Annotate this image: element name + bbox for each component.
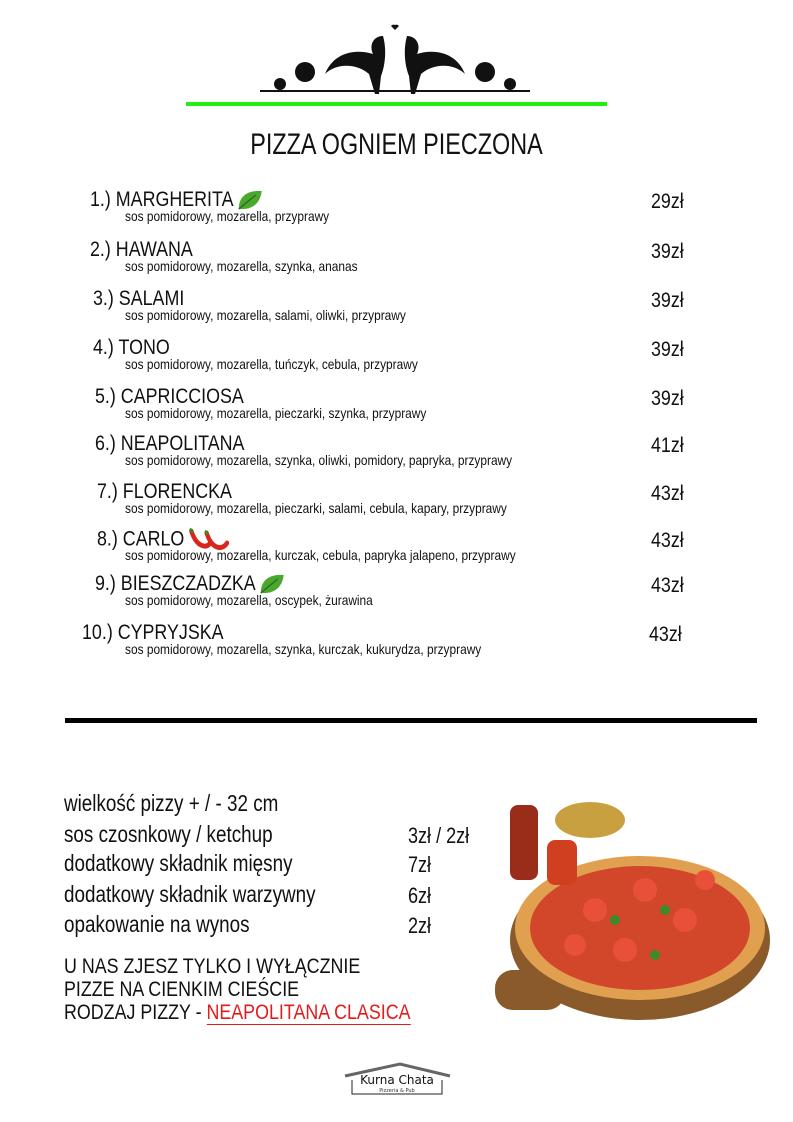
extra-price: 7zł bbox=[408, 852, 432, 877]
kurna-chata-logo bbox=[340, 1062, 455, 1098]
item-price: 43zł bbox=[651, 482, 684, 505]
item-description: sos pomidorowy, mozarella, salami, oliwki, przyprawy bbox=[125, 307, 406, 323]
item-description: sos pomidorowy, mozarella, pieczarki, salami, cebula, kapary, przyprawy bbox=[125, 500, 507, 516]
menu-item bbox=[0, 385, 793, 431]
item-number: 7.) bbox=[97, 480, 118, 503]
menu-item bbox=[0, 188, 793, 234]
extra-price: 3zł / 2zł bbox=[408, 823, 470, 848]
item-name: FLORENCKA bbox=[122, 480, 232, 503]
menu-item bbox=[0, 238, 793, 284]
item-price: 41zł bbox=[651, 434, 684, 457]
item-name: HAWANA bbox=[115, 238, 193, 261]
item-name: NEAPOLITANA bbox=[120, 432, 245, 455]
section-title: PIZZA OGNIEM PIECZONA bbox=[250, 128, 543, 161]
item-description: sos pomidorowy, mozarella, szynka, ananas bbox=[125, 258, 358, 274]
item-price: 39zł bbox=[651, 387, 684, 410]
extra-label: wielkość pizzy + / - 32 cm bbox=[64, 790, 279, 816]
menu-item bbox=[0, 527, 793, 573]
black-divider bbox=[65, 718, 757, 723]
item-description: sos pomidorowy, mozarella, przyprawy bbox=[125, 208, 330, 224]
item-number: 5.) bbox=[95, 385, 116, 408]
item-number: 3.) bbox=[93, 287, 114, 310]
extra-label: opakowanie na wynos bbox=[64, 911, 250, 937]
item-price: 29zł bbox=[651, 190, 684, 213]
menu-item bbox=[0, 336, 793, 382]
item-number: 10.) bbox=[82, 621, 113, 644]
item-price: 39zł bbox=[651, 289, 684, 312]
item-number: 9.) bbox=[95, 572, 116, 595]
item-name: CYPRYJSKA bbox=[117, 621, 224, 644]
item-name: BIESZCZADZKA bbox=[120, 572, 256, 595]
item-description: sos pomidorowy, mozarella, pieczarki, szynka, przyprawy bbox=[125, 405, 427, 421]
note-prefix: RODZAJ PIZZY - bbox=[64, 1001, 207, 1024]
item-price: 39zł bbox=[651, 240, 684, 263]
item-number: 1.) bbox=[90, 188, 111, 211]
menu-item bbox=[0, 621, 793, 667]
item-price: 39zł bbox=[651, 338, 684, 361]
extra-price: 6zł bbox=[408, 883, 432, 908]
svg-text:Kurna Chata: Kurna Chata bbox=[360, 1073, 434, 1087]
item-name: CARLO bbox=[122, 527, 185, 551]
item-price: 43zł bbox=[649, 623, 682, 646]
green-divider bbox=[186, 102, 607, 106]
item-name: CAPRICCIOSA bbox=[120, 385, 244, 408]
item-description: sos pomidorowy, mozarella, szynka, kurczak, kukurydza, przyprawy bbox=[125, 641, 482, 657]
item-description: sos pomidorowy, mozarella, oscypek, żurawina bbox=[125, 592, 373, 608]
menu-item bbox=[0, 432, 793, 478]
item-price: 43zł bbox=[651, 529, 684, 552]
extra-label: dodatkowy składnik mięsny bbox=[64, 850, 293, 876]
pizza-illustration bbox=[475, 770, 775, 1030]
note-line-3 bbox=[64, 1001, 411, 1025]
pizza-style: NEAPOLITANA CLASICA bbox=[206, 1001, 411, 1024]
item-price: 43zł bbox=[651, 574, 684, 597]
item-name: MARGHERITA bbox=[115, 188, 234, 211]
extra-label: sos czosnkowy / ketchup bbox=[64, 821, 273, 847]
item-number: 4.) bbox=[93, 336, 114, 359]
item-name: TONO bbox=[118, 336, 170, 359]
extra-label: dodatkowy składnik warzywny bbox=[64, 881, 316, 907]
item-number: 8.) bbox=[97, 527, 118, 551]
note-line-1: U NAS ZJESZ TYLKO I WYŁĄCZNIE bbox=[64, 955, 361, 978]
extra-price: 2zł bbox=[408, 913, 432, 938]
menu-item bbox=[0, 572, 793, 618]
item-number: 2.) bbox=[90, 238, 111, 261]
item-name: SALAMI bbox=[118, 287, 185, 310]
menu-item bbox=[0, 480, 793, 526]
svg-text:Pizzeria & Pub: Pizzeria & Pub bbox=[379, 1088, 415, 1094]
item-description: sos pomidorowy, mozarella, szynka, oliwki, pomidory, papryka, przyprawy bbox=[125, 452, 513, 468]
item-description: sos pomidorowy, mozarella, tuńczyk, cebula, przyprawy bbox=[125, 356, 418, 372]
item-number: 6.) bbox=[95, 432, 116, 455]
folk-roosters-ornament bbox=[255, 22, 535, 100]
note-line-2: PIZZE NA CIENKIM CIEŚCIE bbox=[64, 978, 300, 1001]
menu-item bbox=[0, 287, 793, 333]
item-description: sos pomidorowy, mozarella, kurczak, cebula, papryka jalapeno, przyprawy bbox=[125, 547, 516, 563]
